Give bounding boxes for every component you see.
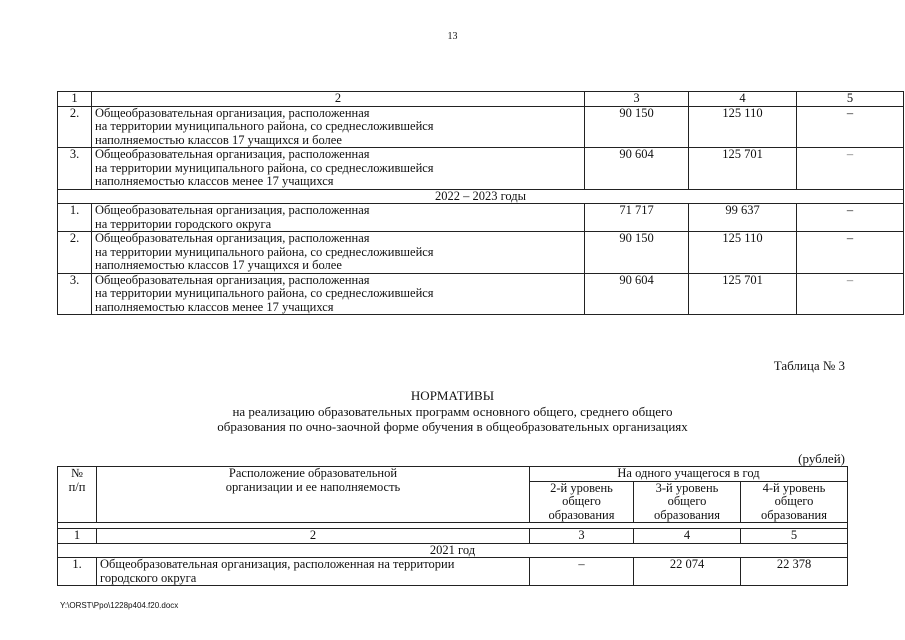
value-col3: 90 604 <box>585 148 689 190</box>
description-line: наполняемостью классов менее 17 учащихся <box>95 174 334 188</box>
col-index-3: 3 <box>530 529 634 544</box>
row-number: 1. <box>58 558 97 586</box>
header-level-2 <box>530 481 634 523</box>
normatives-table-continued <box>57 91 904 315</box>
header-line: общего <box>774 494 814 508</box>
section-title: 2021 год <box>58 543 848 558</box>
description-line: Общеобразовательная организация, расположенная <box>95 147 370 161</box>
heading-subtitle-line: на реализацию образовательных программ основного общего, среднего общего <box>232 404 673 419</box>
description-line: на территории городского округа <box>95 216 272 231</box>
value-col5: – <box>797 273 904 315</box>
table-row <box>58 106 904 148</box>
header-line: 4-й уровень <box>762 480 826 495</box>
table-row <box>58 273 904 315</box>
header-line: 2-й уровень <box>550 480 613 495</box>
header-level-3 <box>634 481 741 523</box>
value-col3: – <box>530 558 634 586</box>
value-col3: 71 717 <box>585 204 689 232</box>
column-index-row <box>58 529 848 544</box>
header-line: № <box>71 466 83 480</box>
description-line: на территории муниципального района, со среднесложившейся <box>95 286 434 300</box>
description-line: Общеобразовательная организация, расположенная на территории <box>100 557 455 571</box>
row-number: 3. <box>58 273 92 315</box>
page-number: 13 <box>447 31 458 42</box>
table-row <box>58 558 848 586</box>
header-line: образования <box>654 507 720 522</box>
value-col3: 90 150 <box>585 232 689 274</box>
row-description <box>92 273 585 315</box>
col-index-1: 1 <box>58 92 92 107</box>
description-line: городского округа <box>100 570 197 585</box>
section-heading: НОРМАТИВЫ <box>410 388 495 403</box>
row-number: 2. <box>58 232 92 274</box>
header-row <box>58 467 848 482</box>
header-line: 3-й уровень <box>655 480 719 495</box>
header-line: Расположение образовательной <box>228 466 398 480</box>
value-col4: 125 110 <box>689 232 797 274</box>
value-col5: 22 378 <box>741 558 848 586</box>
row-number: 1. <box>58 204 92 232</box>
header-level-4 <box>741 481 848 523</box>
table-row <box>58 232 904 274</box>
value-col5: – <box>797 106 904 148</box>
header-line: образования <box>761 507 827 522</box>
header-number <box>58 467 97 523</box>
description-line: наполняемостью классов 17 учащихся и более <box>95 132 342 147</box>
value-col4: 125 701 <box>689 273 797 315</box>
section-row <box>58 543 848 558</box>
value-col5: – <box>797 204 904 232</box>
col-index-2: 2 <box>97 529 530 544</box>
col-index-4: 4 <box>634 529 741 544</box>
file-path-footer: Y:\ORST\Ppo\1228p404.f20.docx <box>60 601 179 610</box>
value-col4: 22 074 <box>634 558 741 586</box>
value-col5: – <box>797 148 904 190</box>
description-line: наполняемостью классов менее 17 учащихся <box>95 299 334 314</box>
header-line: общего <box>667 494 707 508</box>
value-col4: 125 701 <box>689 148 797 190</box>
section-row <box>58 189 904 204</box>
header-line: образования <box>548 507 615 522</box>
value-col5: – <box>797 232 904 274</box>
description-line: Общеобразовательная организация, расположенная <box>95 105 370 120</box>
col-index-1: 1 <box>58 529 97 544</box>
row-description <box>92 204 585 232</box>
header-location <box>97 467 530 523</box>
description-line: Общеобразовательная организация, расположенная <box>95 203 370 217</box>
row-description <box>92 148 585 190</box>
col-index-2: 2 <box>92 92 585 107</box>
description-line: Общеобразовательная организация, расположенная <box>95 231 370 245</box>
row-description <box>92 232 585 274</box>
header-line: общего <box>562 494 601 508</box>
header-line: п/п <box>68 479 86 494</box>
description-line: на территории муниципального района, со среднесложившейся <box>95 119 434 133</box>
col-index-5: 5 <box>741 529 848 544</box>
units-label: (рублей) <box>798 451 845 466</box>
row-number: 3. <box>58 148 92 190</box>
column-index-row <box>58 92 904 107</box>
col-index-3: 3 <box>585 92 689 107</box>
value-col3: 90 150 <box>585 106 689 148</box>
section-title: 2022 – 2023 годы <box>58 189 904 204</box>
value-col4: 125 110 <box>689 106 797 148</box>
table-row <box>58 148 904 190</box>
row-description <box>92 106 585 148</box>
description-line: на территории муниципального района, со среднесложившейся <box>95 244 434 259</box>
heading-subtitle-line: образования по очно-заочной форме обучения в общеобразовательных организациях <box>217 419 688 434</box>
value-col3: 90 604 <box>585 273 689 315</box>
header-group: На одного учащегося в год <box>530 467 848 482</box>
description-line: наполняемостью классов 17 учащихся и более <box>95 258 342 272</box>
description-line: на территории муниципального района, со среднесложившейся <box>95 160 434 175</box>
table-label: Таблица № 3 <box>773 358 845 373</box>
header-line: организации и ее наполняемость <box>225 479 401 494</box>
normatives-table-3 <box>57 466 848 586</box>
row-description <box>97 558 530 586</box>
description-line: Общеобразовательная организация, расположенная <box>95 272 370 287</box>
col-index-5: 5 <box>797 92 904 107</box>
table-row <box>58 204 904 232</box>
col-index-4: 4 <box>689 92 797 107</box>
value-col4: 99 637 <box>689 204 797 232</box>
row-number: 2. <box>58 106 92 148</box>
